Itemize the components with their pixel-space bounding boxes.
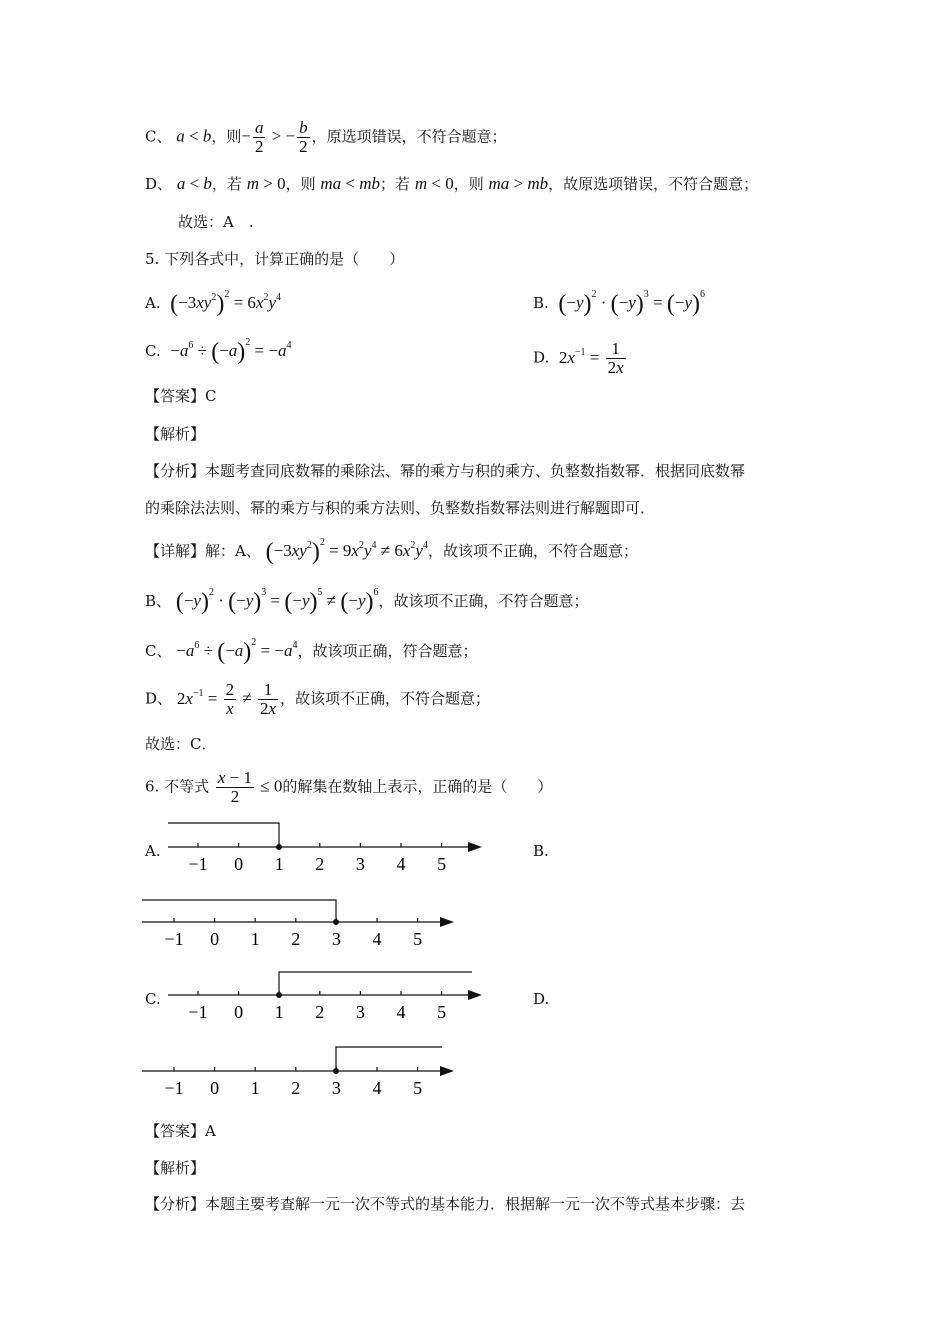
tick-label: 1 (274, 854, 284, 874)
text: ；若 (380, 175, 411, 193)
q5-option-c: C. $-a^6 \div (-a)^2 = -a^4$ (145, 337, 292, 365)
tick-label: 4 (396, 854, 406, 874)
tick-label: 1 (250, 929, 260, 949)
q6-fenxi: 【分析】本题主要考查解一元一次不等式的基本能力．根据解一元一次不等式基本步骤：去 (145, 1195, 746, 1213)
text: ，若 (211, 175, 242, 193)
q6-answer: 【答案】A (145, 1122, 216, 1140)
tick-label: 2 (315, 1002, 325, 1022)
tick-label: 0 (210, 929, 220, 949)
q6-stem: 6. 不等式 $\frac{x - 1}{2}$ ≤ 0的解集在数轴上表示，正确的是（ ） (145, 768, 553, 806)
label: D. (533, 348, 550, 367)
tick-label: 0 (234, 1002, 244, 1022)
ticks (188, 991, 446, 1022)
number-line-d (140, 1039, 470, 1099)
tick-label: 5 (437, 854, 447, 874)
tick-label: −1 (188, 1002, 208, 1022)
q5-detail-a: 【详解】解：A、 $(-3xy^2)^2 = 9x^2y^4 \ne 6x^2y^4$，故该项不正确，不符合题意； (145, 537, 638, 565)
tick-label: −1 (164, 929, 184, 949)
q5-answer: 【答案】C (145, 387, 217, 405)
tick-label: 4 (396, 1002, 406, 1022)
tick-label: 5 (413, 1078, 423, 1098)
q6-option-d-label: D. (533, 990, 550, 1008)
prev-option-d-line: D、 a < b，若 m > 0，则 ma < mb；若 m < 0，则 ma > mb，故原选项错误，不符合题意； (145, 174, 759, 193)
label: C. (145, 342, 161, 360)
label: D、 (145, 689, 173, 708)
label: C、 (145, 642, 172, 660)
text: ，故该项不正确，不符合题意； (279, 689, 490, 708)
text: ，故该项正确，符合题意； (297, 642, 478, 660)
text: ，故该项不正确，不符合题意； (427, 542, 638, 560)
text: ，原选项错误，不符合题意； (311, 127, 507, 146)
text: ，故原选项错误，不符合题意； (548, 175, 759, 193)
label: D、 (145, 175, 173, 193)
tick-label: 3 (355, 1002, 365, 1022)
number-line-a (160, 815, 500, 875)
q5-fenxi-2: 的乘除法法则、幂的乘方与积的乘方法则、负整数指数幂法则进行解题即可． (145, 499, 656, 517)
q6-jiexi: 【解析】 (145, 1159, 206, 1177)
q5-stem: 5. 下列各式中，计算正确的是（ ） (145, 250, 405, 268)
tick-label: −1 (188, 854, 208, 874)
number-line-c (160, 963, 500, 1023)
tick-label: 2 (291, 929, 301, 949)
tick-label: 4 (372, 929, 382, 949)
tick-label: 4 (372, 1078, 382, 1098)
tick-label: 1 (274, 1002, 284, 1022)
q5-option-d: D. $2x^{-1}$ = $\frac{1}{2x}$ (533, 339, 624, 377)
ticks (164, 1067, 422, 1098)
tick-label: 3 (355, 854, 365, 874)
number-line-b (140, 890, 470, 950)
label: B、 (145, 592, 172, 610)
q6-option-b-label: B. (533, 842, 549, 860)
q5-detail-d: D、 $2x^{-1}$ = $\frac{2}{x}$ ≠ $\frac{1}{2x}$ ，故该项不正确，不符合题意； (145, 680, 490, 718)
q5-detail-c: C、 $-a^6 \div (-a)^2 = -a^4$，故该项正确，符合题意； (145, 637, 478, 665)
tick-label: 3 (331, 1078, 341, 1098)
q5-choice: 故选：C． (145, 735, 217, 753)
tick-label: 0 (234, 854, 244, 874)
tick-label: 3 (331, 929, 341, 949)
text: ，故该项不正确，不符合题意； (378, 592, 589, 610)
q5-option-b: B. $(-y)^2 \cdot (-y)^3 = (-y)^6$ (533, 289, 706, 317)
tick-label: 0 (210, 1078, 220, 1098)
q5-jiexi: 【解析】 (145, 425, 206, 443)
q5-fenxi-1: 【分析】本题考查同底数幂的乘除法、幂的乘方与积的乘方、负整数指数幂．根据同底数幂 (145, 462, 746, 480)
label: 【详解】解：A、 (145, 542, 261, 560)
label: C、 (145, 127, 172, 146)
ticks (188, 843, 446, 874)
tick-label: 1 (250, 1078, 260, 1098)
q6-option-c-label: C. (145, 990, 161, 1008)
tick-label: −1 (164, 1078, 184, 1098)
tick-label: 5 (437, 1002, 447, 1022)
q5-detail-b: B、 $(-y)^2 \cdot (-y)^3 = (-y)^5 \ne (-y)^6$，故该项不正确，不符合题意； (145, 587, 589, 615)
q6-option-a-label: A. (145, 842, 161, 860)
text: 的解集在数轴上表示，正确的是（ ） (282, 777, 553, 796)
tick-label: 2 (315, 854, 325, 874)
q5-option-a: A. $(-3xy^2)^2 = 6x^2y^4$ (145, 289, 282, 317)
text: ，则 (285, 175, 316, 193)
label: A. (145, 294, 161, 312)
prev-choice: 故选：A . (178, 213, 254, 231)
tick-label: 5 (413, 929, 423, 949)
text: 6. 不等式 (145, 777, 210, 796)
text: ，则 (453, 175, 484, 193)
prev-option-c-line: C、 a < b，则− $\frac{a}{2}$ > − $\frac{b}{2}$ ，原选项错误，不符合题意； (145, 118, 507, 156)
tick-label: 2 (291, 1078, 301, 1098)
label: B. (533, 294, 549, 312)
ticks (164, 918, 422, 949)
